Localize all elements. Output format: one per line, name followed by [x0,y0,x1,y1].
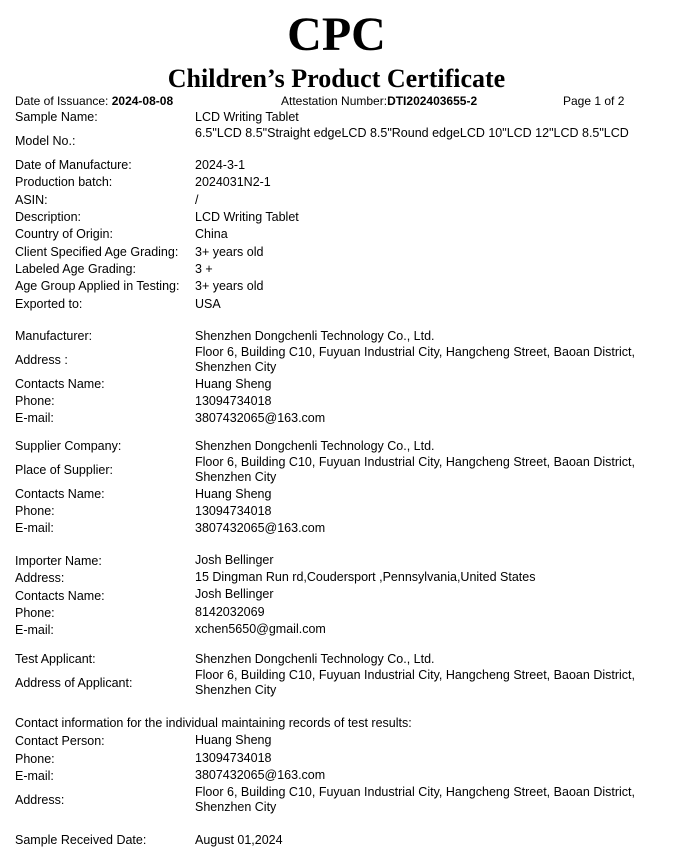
issuance-value: 2024-08-08 [111,94,174,108]
issuance-date [15,94,173,109]
received-date-value: August 01,2024 [195,833,283,847]
document-title: Children’s Product Certificate [167,64,506,93]
asin-label: ASIN: [15,193,48,207]
asin-value: / [195,193,199,207]
records-phone-value: 13094734018 [195,751,272,765]
records-address-label: Address: [15,793,65,807]
model-label: Model No.: [15,134,76,148]
exported-label: Exported to: [15,297,83,311]
importer-contact-label: Contacts Name: [15,589,105,603]
records-person-value: Huang Sheng [195,733,272,747]
applicant-label: Test Applicant: [15,652,96,666]
supplier-phone-label: Phone: [15,504,55,518]
manufacture-date-label: Date of Manufacture: [15,158,132,172]
supplier-value: Shenzhen Dongchenli Technology Co., Ltd. [195,439,435,453]
importer-contact-value: Josh Bellinger [195,587,274,601]
records-phone-label: Phone: [15,752,55,766]
attestation-label: Attestation Number: [281,94,388,108]
manufacturer-address-value: Floor 6, Building C10, Fuyuan Industrial City, Hangcheng Street, Baoan District, Shenzhen City [195,345,635,374]
applicant-value: Shenzhen Dongchenli Technology Co., Ltd. [195,652,435,666]
importer-phone-label: Phone: [15,606,55,620]
labeled-age-value: 3 + [195,262,213,276]
importer-value: Josh Bellinger [195,553,274,567]
labeled-age-label: Labeled Age Grading: [15,262,136,276]
manufacture-date-value: 2024-3-1 [195,158,246,172]
description-label: Description: [15,210,81,224]
supplier-address-label: Place of Supplier: [15,463,113,477]
supplier-phone-value: 13094734018 [195,504,272,518]
attestation-number [281,94,477,109]
importer-address-value: 15 Dingman Run rd,Coudersport ,Pennsylvania,United States [195,570,536,584]
manufacturer-phone-value: 13094734018 [195,394,272,408]
importer-email-value: xchen5650@gmail.com [195,622,326,636]
manufacturer-contact-label: Contacts Name: [15,377,105,391]
manufacturer-value: Shenzhen Dongchenli Technology Co., Ltd. [195,329,435,343]
client-age-value: 3+ years old [195,245,264,259]
exported-value: USA [195,297,221,311]
client-age-label: Client Specified Age Grading: [15,245,179,259]
importer-phone-value: 8142032069 [195,605,265,619]
model-value: 6.5"LCD 8.5"Straight edgeLCD 8.5"Round edgeLCD 10"LCD 12"LCD 8.5"LCD [195,126,629,140]
supplier-contact-label: Contacts Name: [15,487,105,501]
manufacturer-address-label: Address : [15,353,68,367]
manufacturer-email-value: 3807432065@163.com [195,411,326,425]
page-indicator: Page 1 of 2 [563,94,625,108]
applicant-address-value: Floor 6, Building C10, Fuyuan Industrial City, Hangcheng Street, Baoan District, Shenzhen City [195,668,635,697]
document-acronym: CPC [287,8,386,61]
received-date-label: Sample Received Date: [15,833,147,847]
origin-value: China [195,227,228,241]
batch-label: Production batch: [15,175,113,189]
manufacturer-label: Manufacturer: [15,329,93,343]
test-age-label: Age Group Applied in Testing: [15,279,180,293]
importer-address-label: Address: [15,571,65,585]
sample-name-label: Sample Name: [15,110,98,124]
manufacturer-phone-label: Phone: [15,394,55,408]
sample-name-value: LCD Writing Tablet [195,110,299,124]
records-person-label: Contact Person: [15,734,105,748]
applicant-address-label: Address of Applicant: [15,676,133,690]
importer-label: Importer Name: [15,554,102,568]
manufacturer-email-label: E-mail: [15,411,54,425]
description-value: LCD Writing Tablet [195,210,299,224]
records-email-label: E-mail: [15,769,54,783]
importer-email-label: E-mail: [15,623,54,637]
origin-label: Country of Origin: [15,227,113,241]
records-heading: Contact information for the individual maintaining records of test results: [15,716,412,730]
supplier-email-label: E-mail: [15,521,54,535]
supplier-email-value: 3807432065@163.com [195,521,326,535]
records-address-value: Floor 6, Building C10, Fuyuan Industrial City, Hangcheng Street, Baoan District, Shenzhen City [195,785,635,814]
manufacturer-contact-value: Huang Sheng [195,377,272,391]
attestation-value: DTI202403655-2 [387,94,478,108]
supplier-label: Supplier Company: [15,439,122,453]
supplier-address-value: Floor 6, Building C10, Fuyuan Industrial City, Hangcheng Street, Baoan District, Shenzhen City [195,455,635,484]
test-age-value: 3+ years old [195,279,264,293]
supplier-contact-value: Huang Sheng [195,487,272,501]
records-email-value: 3807432065@163.com [195,768,326,782]
batch-value: 2024031N2-1 [195,175,271,189]
issuance-label: Date of Issuance: [15,94,112,108]
